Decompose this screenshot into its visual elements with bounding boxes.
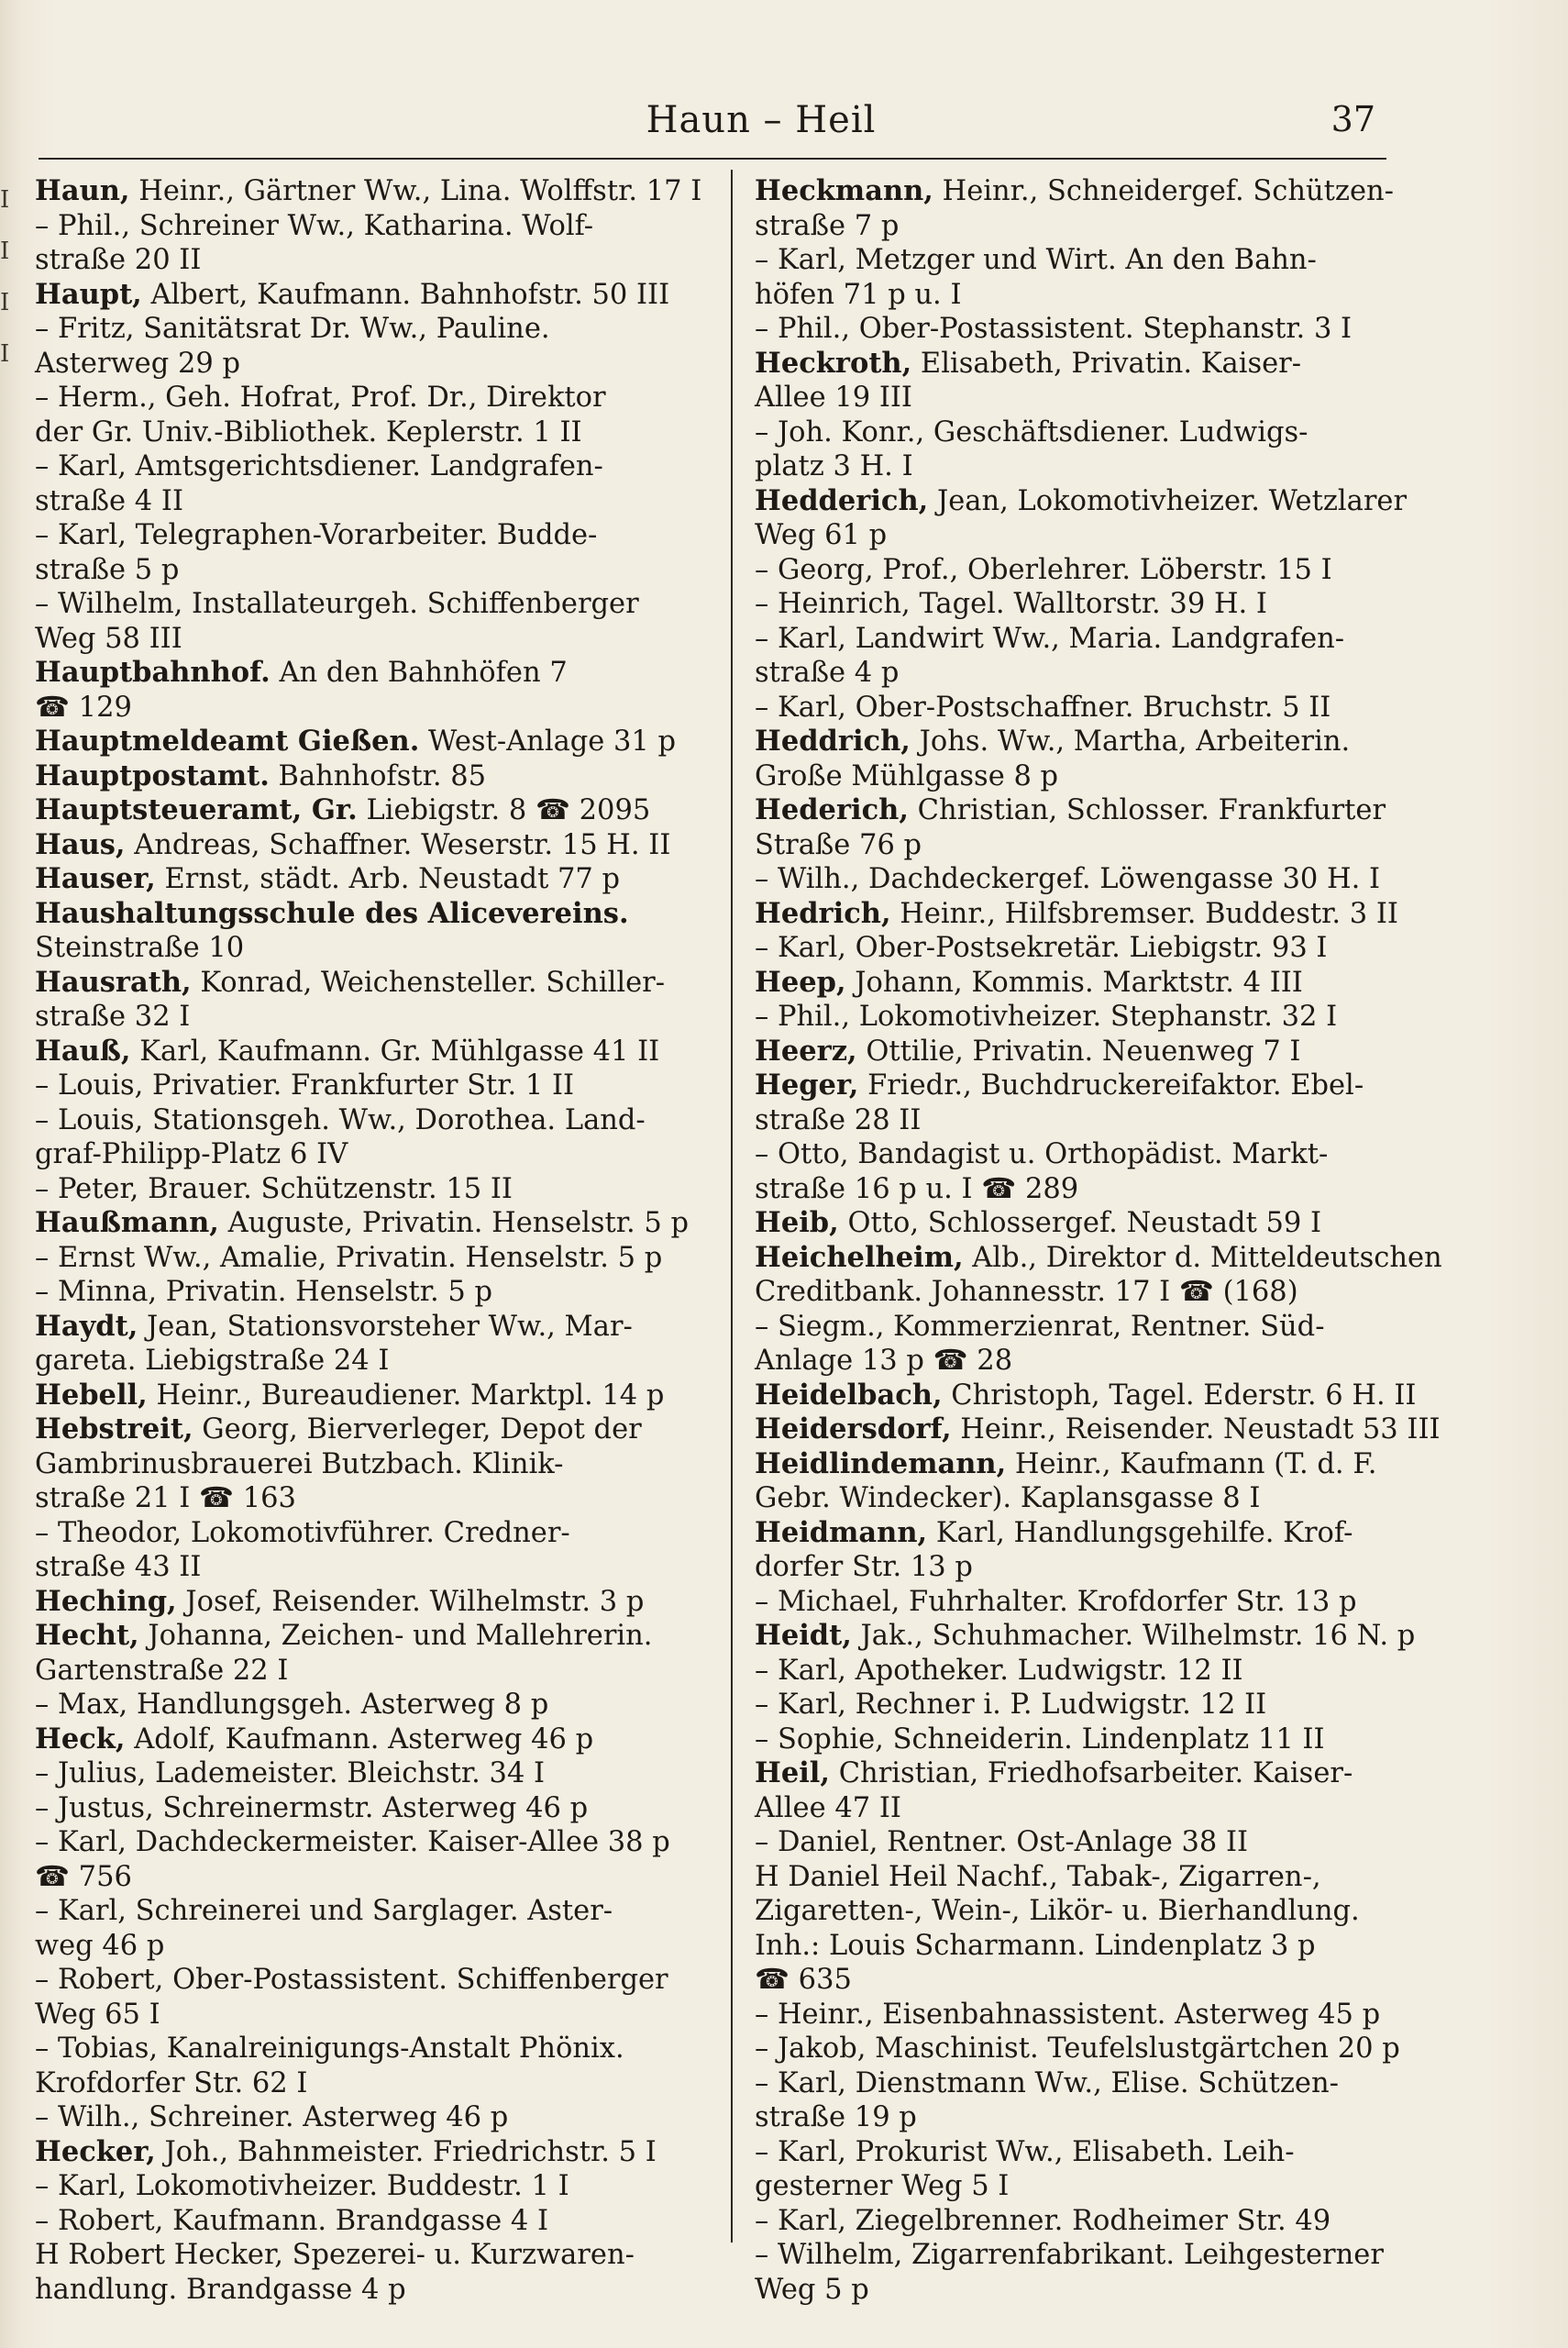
entry-surname: Heil,: [755, 1756, 831, 1789]
entry-details: Heinr., Bureaudiener. Marktpl. 14 p: [147, 1379, 665, 1412]
directory-line: [755, 1275, 1397, 1310]
directory-line: [755, 2100, 1397, 2135]
directory-line: [35, 793, 713, 828]
directory-line: [755, 347, 1397, 382]
directory-line: [755, 1654, 1397, 1689]
directory-line: [755, 1447, 1397, 1482]
left-column: [35, 174, 713, 2307]
directory-line: [35, 2100, 713, 2135]
directory-line: [755, 174, 1397, 209]
entry-details: Adolf, Kaufmann. Asterweg 46 p: [125, 1722, 594, 1755]
entry-surname: Heep,: [755, 965, 846, 999]
directory-line: [35, 2032, 713, 2066]
directory-line: [35, 518, 713, 553]
entry-details: Otto, Schlossergef. Neustadt 59 I: [838, 1207, 1322, 1239]
entry-details: Christian, Friedhofsarbeiter. Kaiser-: [830, 1757, 1353, 1789]
entry-details: Creditbank. Johannesstr. 17 I ☎ (168): [755, 1276, 1298, 1308]
entry-details: Albert, Kaufmann. Bahnhofstr. 50 III: [141, 278, 670, 311]
entry-details: – Max, Handlungsgeh. Asterweg 8 p: [35, 1689, 549, 1721]
directory-line: [35, 2066, 713, 2101]
entry-details: – Karl, Ziegelbrenner. Rodheimer Str. 49: [755, 2204, 1331, 2237]
page-header-title: Haun – Heil: [646, 99, 877, 141]
entry-surname: Hauser,: [35, 862, 156, 895]
entry-details: – Justus, Schreinermstr. Asterweg 46 p: [35, 1791, 589, 1824]
directory-line: [755, 1929, 1397, 1964]
directory-line: [755, 656, 1397, 691]
directory-line: [755, 828, 1397, 863]
entry-surname: Hedderich,: [755, 483, 929, 517]
entry-surname: Heidt,: [755, 1619, 852, 1652]
entry-details: Allee 19 III: [755, 382, 912, 414]
entry-details: H Daniel Heil Nachf., Tabak-, Zigarren-,: [755, 1860, 1321, 1893]
entry-details: Inh.: Louis Scharmann. Lindenplatz 3 p: [755, 1929, 1316, 1962]
entry-details: Jean, Lokomotivheizer. Wetzlarer: [928, 484, 1408, 517]
entry-details: straße 20 II: [35, 244, 202, 276]
entry-details: – Karl, Prokurist Ww., Elisabeth. Leih-: [755, 2135, 1295, 2168]
entry-details: – Sophie, Schneiderin. Lindenplatz 11 II: [755, 1722, 1325, 1755]
entry-surname: Heddrich,: [755, 725, 911, 758]
entry-surname: Hebstreit,: [35, 1412, 193, 1445]
entry-details: – Karl, Dachdeckermeister. Kaiser-Allee 38 p: [35, 1826, 670, 1858]
directory-line: [755, 1756, 1397, 1791]
entry-details: – Herm., Geh. Hofrat, Prof. Dr., Direktor: [35, 382, 606, 414]
entry-details: – Karl, Ober-Postsekretär. Liebigstr. 93 I: [755, 932, 1328, 964]
directory-line: [35, 1654, 713, 1689]
directory-line: [35, 381, 713, 415]
entry-surname: Heichelheim,: [755, 1240, 964, 1274]
directory-line: [755, 1894, 1397, 1929]
entry-details: weg 46 p: [35, 1929, 165, 1962]
entry-details: straße 32 I: [35, 1001, 191, 1033]
entry-details: Ottilie, Privatin. Neuenweg 7 I: [856, 1035, 1301, 1068]
directory-line: [755, 209, 1397, 244]
entry-surname: Hebell,: [35, 1378, 148, 1412]
entry-details: Christoph, Tagel. Ederstr. 6 H. II: [942, 1379, 1417, 1412]
directory-line: [35, 2273, 713, 2308]
entry-details: – Robert, Kaufmann. Brandgasse 4 I: [35, 2204, 549, 2237]
page-number: 37: [1331, 99, 1375, 139]
directory-line: [35, 278, 713, 313]
directory-line: [755, 1619, 1416, 1654]
directory-line: [755, 1310, 1397, 1345]
entry-surname: Hauptpostamt.: [35, 759, 270, 792]
directory-line: [755, 2032, 1400, 2066]
directory-line: [755, 278, 1397, 313]
entry-details: Johann, Kommis. Marktstr. 4 III: [845, 966, 1303, 999]
directory-line: [35, 1481, 713, 1516]
entry-details: – Joh. Konr., Geschäftsdiener. Ludwigs-: [755, 415, 1309, 449]
directory-line: [35, 691, 713, 725]
entry-surname: Hauptsteueramt, Gr.: [35, 793, 358, 826]
directory-line: [755, 449, 1397, 484]
directory-line: [755, 1860, 1397, 1895]
entry-details: – Karl, Lokomotivheizer. Buddestr. 1 I: [35, 2170, 569, 2202]
entry-details: – Phil., Ober-Postassistent. Stephanstr. 3 I: [755, 313, 1353, 345]
entry-details: – Karl, Rechner i. P. Ludwigstr. 12 II: [755, 1689, 1267, 1721]
entry-details: dorfer Str. 13 p: [755, 1551, 973, 1583]
entry-surname: Heckmann,: [755, 174, 933, 207]
entry-details: – Louis, Privatier. Frankfurter Str. 1 II: [35, 1069, 575, 1102]
entry-details: Asterweg 29 p: [35, 347, 240, 380]
entry-details: Georg, Bierverleger, Depot der: [193, 1413, 642, 1445]
entry-surname: Hausrath,: [35, 965, 192, 999]
entry-details: ☎ 635: [755, 1964, 852, 1996]
entry-details: Konrad, Weichensteller. Schiller-: [191, 966, 666, 999]
directory-line: [755, 312, 1397, 347]
directory-line: [755, 2238, 1397, 2273]
directory-line: [755, 2135, 1397, 2170]
entry-surname: Heerz,: [755, 1034, 857, 1068]
directory-line: [35, 449, 713, 484]
entry-details: – Karl, Landwirt Ww., Maria. Landgrafen-: [755, 622, 1345, 655]
directory-line: [755, 1206, 1397, 1241]
entry-details: Weg 58 III: [35, 622, 182, 655]
entry-details: straße 4 II: [35, 484, 183, 517]
entry-details: – Wilhelm, Installateurgeh. Schiffenberger: [35, 588, 639, 620]
entry-details: gareta. Liebigstraße 24 I: [35, 1345, 390, 1377]
directory-line: [35, 1172, 713, 1207]
entry-details: – Otto, Bandagist u. Orthopädist. Markt-: [755, 1138, 1329, 1170]
entry-details: – Karl, Schreinerei und Sarglager. Aster-: [35, 1895, 613, 1927]
entry-details: Johs. Ww., Martha, Arbeiterin.: [910, 725, 1351, 758]
directory-line: [755, 1585, 1397, 1620]
entry-details: – Heinr., Eisenbahnassistent. Asterweg 45 p: [755, 1998, 1381, 2031]
directory-line: [35, 622, 713, 657]
directory-line: [35, 1344, 713, 1379]
directory-line: [35, 1447, 713, 1482]
entry-details: Heinr., Gärtner Ww., Lina. Wolffstr. 17 I: [129, 175, 702, 207]
entry-details: Johanna, Zeichen- und Mallehrerin.: [138, 1620, 653, 1652]
directory-line: [35, 209, 713, 244]
directory-line: [755, 1791, 1397, 1826]
entry-surname: Heidlindemann,: [755, 1446, 1007, 1480]
directory-line: [755, 1035, 1397, 1069]
entry-details: – Karl, Dienstmann Ww., Elise. Schützen-: [755, 2066, 1339, 2099]
directory-line: [35, 1069, 713, 1103]
directory-line: [755, 862, 1397, 897]
entry-details: – Peter, Brauer. Schützenstr. 15 II: [35, 1172, 513, 1205]
directory-line: [755, 483, 1408, 519]
directory-line: [755, 1481, 1397, 1516]
directory-line: [35, 553, 713, 588]
entry-surname: Heidelbach,: [755, 1378, 943, 1412]
entry-details: Gebr. Windecker). Kaplansgasse 8 I: [755, 1482, 1261, 1514]
directory-line: [35, 931, 713, 966]
entry-surname: Haußmann,: [35, 1206, 219, 1239]
entry-details: der Gr. Univ.-Bibliothek. Keplerstr. 1 II: [35, 415, 582, 449]
entry-details: – Georg, Prof., Oberlehrer. Löberstr. 15 I: [755, 553, 1332, 586]
directory-line: [35, 1963, 713, 1998]
entry-details: Jean, Stationsvorsteher Ww., Mar-: [138, 1310, 633, 1343]
directory-line: [35, 1860, 713, 1895]
entry-details: Elisabeth, Privatin. Kaiser-: [911, 347, 1302, 380]
directory-line: [755, 897, 1397, 932]
directory-line: [35, 966, 713, 1001]
directory-line: [35, 587, 713, 622]
entry-surname: Hauptbahnhof.: [35, 656, 271, 689]
entry-details: Weg 61 p: [755, 519, 888, 551]
directory-line: [755, 2204, 1397, 2239]
entry-details: Heinr., Reisender. Neustadt 53 III: [951, 1413, 1441, 1445]
directory-line: [35, 2238, 713, 2273]
directory-line: [35, 1688, 713, 1722]
directory-line: [755, 1344, 1397, 1379]
directory-line: [35, 1825, 713, 1860]
entry-details: straße 4 p: [755, 657, 900, 689]
directory-line: [35, 1998, 713, 2032]
entry-details: West-Anlage 31 p: [419, 725, 677, 758]
entry-details: – Phil., Schreiner Ww., Katharina. Wolf-: [35, 209, 594, 242]
entry-surname: Heidersdorf,: [755, 1412, 952, 1445]
directory-line: [755, 1722, 1397, 1757]
entry-details: Allee 47 II: [755, 1791, 901, 1824]
directory-line: [755, 2169, 1397, 2204]
entry-details: ☎ 129: [35, 691, 132, 724]
directory-line: [35, 347, 713, 382]
directory-line: [755, 243, 1397, 278]
directory-line: [755, 518, 1397, 553]
entry-details: Christian, Schlosser. Frankfurter: [908, 794, 1386, 826]
entry-details: An den Bahnhöfen 7: [270, 657, 568, 689]
entry-details: – Julius, Lademeister. Bleichstr. 34 I: [35, 1757, 546, 1789]
directory-line: [755, 415, 1397, 450]
directory-line: [35, 1379, 713, 1413]
entry-details: straße 21 I ☎ 163: [35, 1482, 296, 1514]
directory-line: [35, 1894, 713, 1929]
directory-line: [35, 1137, 713, 1172]
entry-details: – Robert, Ober-Postassistent. Schiffenberger: [35, 1964, 668, 1996]
entry-details: ☎ 756: [35, 1860, 132, 1893]
entry-surname: Heching,: [35, 1584, 177, 1618]
directory-line: [35, 174, 713, 209]
directory-line: [755, 622, 1397, 657]
entry-details: – Wilh., Schreiner. Asterweg 46 p: [35, 2101, 509, 2133]
directory-line: [35, 1310, 713, 1345]
directory-line: [755, 1516, 1397, 1551]
entry-details: – Karl, Telegraphen-Vorarbeiter. Budde-: [35, 519, 598, 551]
entry-details: – Theodor, Lokomotivführer. Credner-: [35, 1516, 570, 1549]
directory-line: [755, 1378, 1417, 1413]
entry-details: Auguste, Privatin. Henselstr. 5 p: [218, 1207, 690, 1239]
directory-line: [755, 1137, 1397, 1172]
directory-line: [35, 1275, 713, 1310]
directory-line: [35, 1722, 713, 1757]
entry-details: straße 28 II: [755, 1103, 922, 1136]
entry-details: Heinr., Kaufmann (T. d. F.: [1006, 1447, 1377, 1480]
entry-details: Heinr., Hilfsbremser. Buddestr. 3 II: [890, 897, 1398, 930]
directory-line: [755, 1000, 1397, 1035]
entry-details: graf-Philipp-Platz 6 IV: [35, 1138, 348, 1170]
directory-line: [755, 1825, 1397, 1860]
entry-details: Karl, Handlungsgehilfe. Krof-: [927, 1516, 1353, 1549]
entry-surname: Heckroth,: [755, 346, 912, 380]
entry-details: – Daniel, Rentner. Ost-Anlage 38 II: [755, 1826, 1249, 1858]
entry-details: Anlage 13 p ☎ 28: [755, 1345, 1013, 1377]
entry-surname: Hauß,: [35, 1034, 131, 1068]
entry-details: Friedr., Buchdruckereifaktor. Ebel-: [858, 1069, 1364, 1102]
directory-line: [35, 1585, 713, 1620]
entry-details: – Jakob, Maschinist. Teufelslustgärtchen 20 p: [755, 2032, 1400, 2065]
directory-line: [35, 484, 713, 519]
directory-line: [35, 862, 713, 897]
entry-details: straße 7 p: [755, 209, 900, 242]
entry-details: straße 43 II: [35, 1551, 202, 1583]
directory-line: [755, 1172, 1397, 1207]
entry-details: – Minna, Privatin. Henselstr. 5 p: [35, 1276, 493, 1308]
entry-surname: Haus,: [35, 827, 126, 861]
header-rule: [39, 158, 1386, 160]
entry-details: Gartenstraße 22 I: [35, 1654, 289, 1687]
directory-line: [35, 1550, 713, 1585]
entry-surname: Heidmann,: [755, 1515, 928, 1549]
entry-surname: Heib,: [755, 1206, 839, 1239]
entry-details: Große Mühlgasse 8 p: [755, 759, 1059, 792]
directory-line: [755, 931, 1397, 966]
directory-line: [35, 725, 713, 759]
directory-line: [35, 656, 713, 691]
entry-details: – Heinrich, Tagel. Walltorstr. 39 H. I: [755, 588, 1267, 620]
entry-details: straße 19 p: [755, 2101, 917, 2133]
entry-details: Alb., Direktor d. Mitteldeutschen: [963, 1241, 1442, 1274]
directory-line: [35, 243, 713, 278]
directory-line: [35, 1206, 713, 1241]
entry-details: Gambrinusbrauerei Butzbach. Klinik-: [35, 1447, 564, 1480]
entry-details: – Michael, Fuhrhalter. Krofdorfer Str. 13 p: [755, 1585, 1357, 1618]
directory-line: [755, 793, 1397, 828]
entry-details: Ernst, städt. Arb. Neustadt 77 p: [155, 863, 621, 895]
entry-details: – Louis, Stationsgeh. Ww., Dorothea. Land-: [35, 1103, 646, 1136]
directory-line: [755, 1998, 1397, 2032]
entry-details: handlung. Brandgasse 4 p: [35, 2273, 406, 2306]
directory-line: [35, 1103, 713, 1138]
entry-details: – Karl, Apotheker. Ludwigstr. 12 II: [755, 1654, 1243, 1687]
entry-surname: Heger,: [755, 1069, 859, 1102]
entry-surname: Hecker,: [35, 2134, 156, 2168]
entry-details: – Wilh., Dachdeckergef. Löwengasse 30 H. I: [755, 863, 1381, 895]
entry-surname: Haydt,: [35, 1309, 138, 1343]
directory-line: [755, 1069, 1397, 1103]
entry-details: – Phil., Lokomotivheizer. Stephanstr. 32 I: [755, 1001, 1338, 1033]
entry-details: Bahnhofstr. 85: [269, 759, 487, 792]
entry-surname: Hauptmeldeamt Gießen.: [35, 725, 420, 758]
entry-details: Karl, Kaufmann. Gr. Mühlgasse 41 II: [130, 1035, 660, 1068]
entry-details: straße 16 p u. I ☎ 289: [755, 1172, 1079, 1205]
entry-details: – Fritz, Sanitätsrat Dr. Ww., Pauline.: [35, 313, 550, 345]
directory-line: [755, 2273, 1397, 2308]
directory-line: [755, 1688, 1397, 1722]
entry-details: Weg 5 p: [755, 2273, 869, 2306]
entry-details: – Tobias, Kanalreinigungs-Anstalt Phönix.: [35, 2032, 624, 2065]
entry-details: H Robert Hecker, Spezerei- u. Kurzwaren-: [35, 2239, 635, 2271]
entry-details: Josef, Reisender. Wilhelmstr. 3 p: [176, 1585, 645, 1618]
entry-details: – Karl, Metzger und Wirt. An den Bahn-: [755, 244, 1317, 276]
directory-line: [35, 1412, 713, 1447]
directory-line: [755, 1103, 1397, 1138]
directory-line: [35, 415, 713, 450]
entry-details: straße 5 p: [35, 553, 180, 586]
entry-details: Krofdorfer Str. 62 I: [35, 2066, 308, 2099]
directory-line: [755, 691, 1397, 725]
directory-line: [35, 1000, 713, 1035]
directory-line: [35, 2135, 713, 2170]
right-column: [755, 174, 1442, 2307]
entry-details: Joh., Bahnmeister. Friedrichstr. 5 I: [155, 2135, 657, 2168]
directory-line: [755, 587, 1397, 622]
entry-details: Liebigstr. 8 ☎ 2095: [357, 794, 651, 826]
directory-line: [755, 1550, 1397, 1585]
directory-line: [35, 2169, 713, 2204]
entry-details: Zigaretten-, Wein-, Likör- u. Bierhandlung.: [755, 1895, 1360, 1927]
entry-details: Weg 65 I: [35, 1998, 160, 2031]
directory-line: [35, 1241, 713, 1276]
directory-line: [35, 1791, 713, 1826]
entry-details: höfen 71 p u. I: [755, 278, 962, 311]
directory-line: [35, 1516, 713, 1551]
directory-line: [35, 1929, 713, 1964]
directory-line: [35, 1035, 713, 1069]
directory-line: [35, 1756, 713, 1791]
entry-details: – Ernst Ww., Amalie, Privatin. Henselstr. 5 p: [35, 1241, 663, 1274]
entry-surname: Haupt,: [35, 277, 142, 311]
entry-details: – Karl, Ober-Postschaffner. Bruchstr. 5 II: [755, 691, 1331, 724]
entry-details: Heinr., Schneidergef. Schützen-: [933, 175, 1394, 207]
entry-surname: Hederich,: [755, 793, 909, 826]
entry-surname: Hedrich,: [755, 896, 891, 930]
left-edge-marks: I I I I: [0, 186, 10, 368]
entry-surname: Hecht,: [35, 1619, 139, 1652]
entry-details: – Wilhelm, Zigarrenfabrikant. Leihgesterner: [755, 2239, 1384, 2271]
directory-line: [755, 381, 1397, 415]
directory-line: [35, 828, 713, 863]
directory-line: [755, 725, 1397, 759]
entry-surname: Haushaltungsschule des Alicevereins.: [35, 896, 629, 930]
directory-line: [35, 1619, 713, 1654]
entry-surname: Heck,: [35, 1722, 126, 1755]
directory-line: [755, 759, 1397, 794]
directory-line: [35, 759, 713, 794]
directory-line: [755, 1412, 1441, 1447]
column-divider: [731, 170, 733, 2243]
entry-details: – Karl, Amtsgerichtsdiener. Landgrafen-: [35, 450, 603, 482]
entry-details: platz 3 H. I: [755, 450, 913, 482]
entry-details: Straße 76 p: [755, 828, 922, 861]
entry-details: – Siegm., Kommerzienrat, Rentner. Süd-: [755, 1310, 1325, 1343]
entry-surname: Haun,: [35, 174, 130, 207]
directory-line: [755, 1963, 1397, 1998]
directory-line: [35, 312, 713, 347]
directory-line: [755, 553, 1397, 588]
directory-line: [35, 897, 713, 932]
directory-line: [755, 966, 1397, 1001]
directory-line: [35, 2204, 713, 2239]
entry-details: Andreas, Schaffner. Weserstr. 15 H. II: [125, 828, 671, 861]
entry-details: Steinstraße 10: [35, 932, 245, 964]
directory-line: [755, 1240, 1442, 1276]
directory-line: [755, 2066, 1397, 2101]
entry-details: Jak., Schuhmacher. Wilhelmstr. 16 N. p: [851, 1620, 1416, 1652]
entry-details: gesterner Weg 5 I: [755, 2170, 1010, 2202]
